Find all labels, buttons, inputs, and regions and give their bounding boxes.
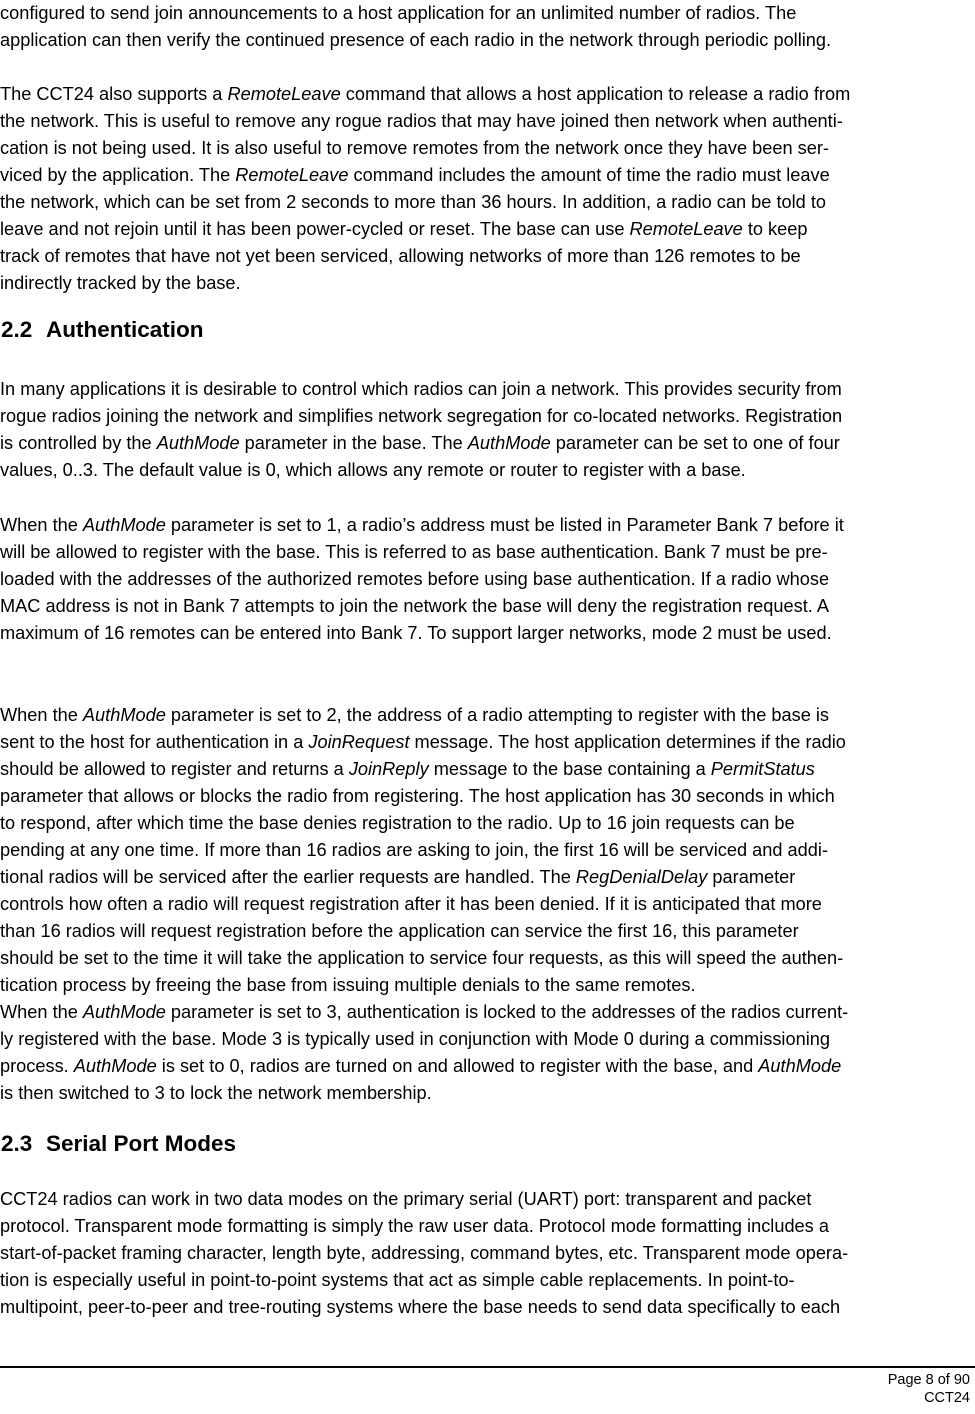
text-line <box>0 403 842 430</box>
text-line <box>0 1186 848 1213</box>
italic-term: RegDenialDelay <box>575 867 708 887</box>
text-line <box>0 1080 848 1107</box>
text-run: process. <box>0 1056 74 1076</box>
text-line <box>0 162 850 189</box>
text-line <box>0 999 848 1026</box>
text-run: the network, which can be set from 2 seconds to more than 36 hours. In addition, a radio can be told to <box>0 192 826 212</box>
italic-term: RemoteLeave <box>629 219 743 239</box>
text-run: will be allowed to register with the base. This is referred to as base authentication. Bank 7 must be pre- <box>0 542 828 562</box>
italic-term: AuthMode <box>156 433 240 453</box>
text-run: CCT24 radios can work in two data modes on the primary serial (UART) port: transparent and packet <box>0 1189 812 1209</box>
text-run: multipoint, peer-to-peer and tree-routing systems where the base needs to send data specifically to each <box>0 1297 841 1317</box>
text-line <box>0 972 846 999</box>
section-heading <box>1 1130 236 1158</box>
text-run: is set to 0, radios are turned on and allowed to register with the base, and <box>156 1056 759 1076</box>
text-line <box>0 1240 848 1267</box>
text-line <box>0 756 846 783</box>
italic-term: PermitStatus <box>710 759 815 779</box>
italic-term: AuthMode <box>467 433 551 453</box>
text-run: indirectly tracked by the base. <box>0 273 241 293</box>
text-line <box>0 0 831 27</box>
text-run: is controlled by the <box>0 433 157 453</box>
text-run: parameter is set to 1, a radio’s address must be listed in Parameter Bank 7 before it <box>165 515 844 535</box>
text-run: sent to the host for authentication in a <box>0 732 309 752</box>
paragraph <box>0 376 842 484</box>
text-line <box>0 135 850 162</box>
text-line <box>0 810 846 837</box>
paragraph <box>0 1186 848 1321</box>
text-line <box>0 864 846 891</box>
text-run: message to the base containing a <box>428 759 711 779</box>
text-run: should be allowed to register and returns a <box>0 759 349 779</box>
text-run: maximum of 16 remotes can be entered into Bank 7. To support larger networks, mode 2 must be used. <box>0 623 832 643</box>
text-line <box>0 702 846 729</box>
text-line <box>0 108 850 135</box>
paragraph <box>0 81 850 297</box>
text-line <box>0 457 842 484</box>
text-run: When the <box>0 705 83 725</box>
section-title: Serial Port Modes <box>46 1131 237 1156</box>
text-line <box>0 1213 848 1240</box>
text-run: rogue radios joining the network and simplifies network segregation for co-located networks. Registration <box>0 406 843 426</box>
section-heading <box>1 316 204 344</box>
paragraph <box>0 999 848 1107</box>
text-run: application can then verify the continued presence of each radio in the network through periodic polling. <box>0 30 832 50</box>
italic-term: JoinRequest <box>308 732 410 752</box>
text-run: When the <box>0 515 83 535</box>
text-run: values, 0..3. The default value is 0, which allows any remote or router to register with a base. <box>0 460 746 480</box>
text-line <box>0 1267 848 1294</box>
text-run: In many applications it is desirable to control which radios can join a network. This provides security from <box>0 379 842 399</box>
text-line <box>0 216 850 243</box>
text-line <box>0 1026 848 1053</box>
text-line <box>0 783 846 810</box>
italic-term: RemoteLeave <box>235 165 349 185</box>
document-name: CCT24 <box>924 1390 970 1406</box>
text-line <box>0 243 850 270</box>
text-line <box>0 945 846 972</box>
paragraph <box>0 702 846 999</box>
text-run: protocol. Transparent mode formatting is simply the raw user data. Protocol mode formatting includes a <box>0 1216 829 1236</box>
text-line <box>0 566 844 593</box>
text-line <box>0 729 846 756</box>
text-run: message. The host application determines if the radio <box>409 732 846 752</box>
text-run: configured to send join announcements to a host application for an unlimited number of radios. The <box>0 3 797 23</box>
text-run: should be set to the time it will take the application to service four requests, as this will speed the authen- <box>0 948 844 968</box>
text-line <box>0 620 844 647</box>
text-run: pending at any one time. If more than 16 radios are asking to join, the first 16 will be serviced and addi- <box>0 840 829 860</box>
text-run: parameter is set to 2, the address of a radio attempting to register with the base is <box>165 705 830 725</box>
text-run: The CCT24 also supports a <box>0 84 228 104</box>
text-line <box>0 270 850 297</box>
text-run: track of remotes that have not yet been serviced, allowing networks of more than 126 remotes to be <box>0 246 801 266</box>
text-run: tion is especially useful in point-to-point systems that act as simple cable replacements. In point-to- <box>0 1270 795 1290</box>
section-number: 2.2 <box>1 317 33 342</box>
page-number: Page 8 of 90 <box>887 1372 970 1388</box>
italic-term: AuthMode <box>758 1056 842 1076</box>
text-run: command that allows a host application to release a radio from <box>340 84 851 104</box>
text-line <box>0 1053 848 1080</box>
section-title: Authentication <box>46 317 204 342</box>
text-run: MAC address is not in Bank 7 attempts to join the network the base will deny the registration request. A <box>0 596 829 616</box>
text-run: When the <box>0 1002 83 1022</box>
text-line <box>0 81 850 108</box>
italic-term: AuthMode <box>82 1002 166 1022</box>
text-run: parameter in the base. The <box>239 433 468 453</box>
text-line <box>0 837 846 864</box>
text-line <box>0 512 844 539</box>
text-run: parameter can be set to one of four <box>550 433 840 453</box>
italic-term: AuthMode <box>82 705 166 725</box>
italic-term: JoinReply <box>348 759 429 779</box>
italic-term: RemoteLeave <box>227 84 341 104</box>
text-line <box>0 593 844 620</box>
text-run: leave and not rejoin until it has been power-cycled or reset. The base can use <box>0 219 630 239</box>
text-run: loaded with the addresses of the authorized remotes before using base authentication. If a radio whose <box>0 569 830 589</box>
text-run: the network. This is useful to remove any rogue radios that may have joined then network when authenti- <box>0 111 843 131</box>
text-run: parameter that allows or blocks the radio from registering. The host application has 30 seconds in which <box>0 786 835 806</box>
text-run: controls how often a radio will request registration after it has been denied. If it is anticipated that more <box>0 894 822 914</box>
paragraph <box>0 512 844 647</box>
text-run: start-of-packet framing character, length byte, addressing, command bytes, etc. Transparent mode opera- <box>0 1243 849 1263</box>
text-line <box>0 430 842 457</box>
text-run: is then switched to 3 to lock the network membership. <box>0 1083 432 1103</box>
italic-term: AuthMode <box>82 515 166 535</box>
text-line <box>0 539 844 566</box>
text-line <box>0 376 842 403</box>
text-run: ly registered with the base. Mode 3 is typically used in conjunction with Mode 0 during a commissioning <box>0 1029 830 1049</box>
italic-term: AuthMode <box>73 1056 157 1076</box>
text-run: parameter <box>707 867 796 887</box>
text-run: than 16 radios will request registration before the application can service the first 16, this parameter <box>0 921 799 941</box>
text-run: to keep <box>742 219 808 239</box>
page-footer <box>888 1371 970 1407</box>
text-run: cation is not being used. It is also useful to remove remotes from the network once they have been ser- <box>0 138 829 158</box>
section-number: 2.3 <box>1 1131 33 1156</box>
text-run: tication process by freeing the base from issuing multiple denials to the same remotes. <box>0 975 696 995</box>
text-run: tional radios will be serviced after the earlier requests are handled. The <box>0 867 576 887</box>
text-line <box>0 891 846 918</box>
paragraph <box>0 0 831 54</box>
text-run: to respond, after which time the base denies registration to the radio. Up to 16 join requests can be <box>0 813 795 833</box>
text-line <box>0 918 846 945</box>
text-line <box>0 27 831 54</box>
text-run: parameter is set to 3, authentication is locked to the addresses of the radios current- <box>165 1002 849 1022</box>
footer-rule <box>0 1366 975 1368</box>
text-run: command includes the amount of time the radio must leave <box>348 165 830 185</box>
text-run: viced by the application. The <box>0 165 236 185</box>
text-line <box>0 1294 848 1321</box>
text-line <box>0 189 850 216</box>
